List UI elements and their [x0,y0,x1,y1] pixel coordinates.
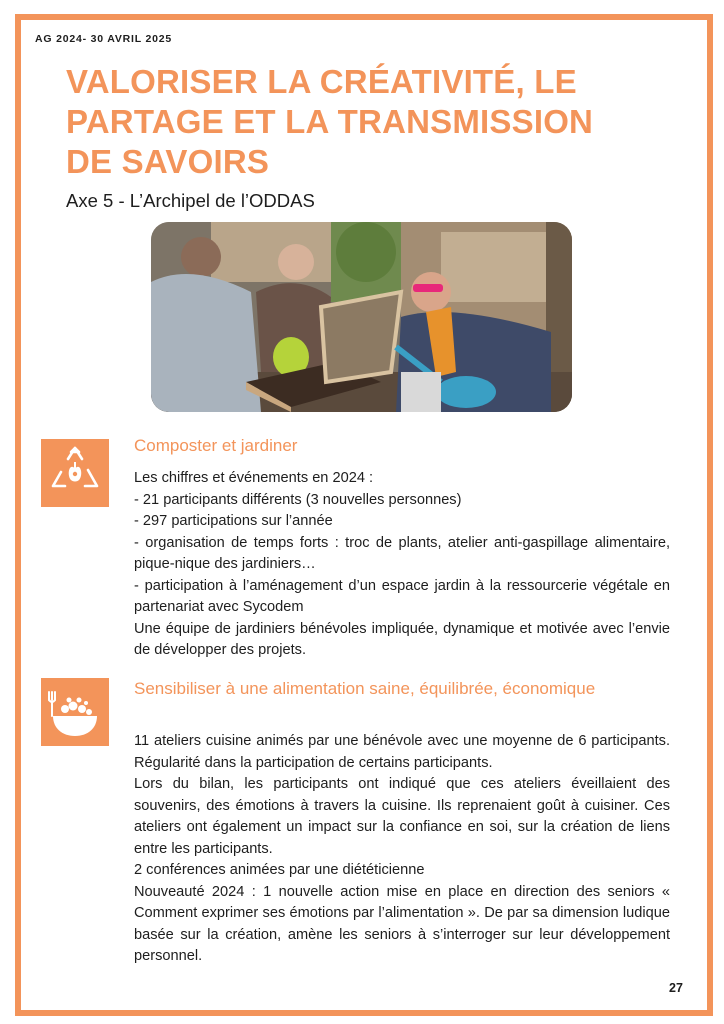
garden-photo [151,222,572,412]
recycle-compost-icon [41,439,109,507]
title-line-2: PARTAGE ET LA TRANSMISSION [66,103,594,140]
alimentation-line: Lors du bilan, les participants ont indiqué que ces ateliers éveillaient des souvenirs, des émotions à travers la cuisine. Ils reprenaient goût à cuisiner. Ces ateliers ont également un impact sur la confiance en soi, sur la création de liens entre les participants. [134,776,670,857]
composter-line: - organisation de temps forts : troc de plants, atelier anti-gaspillage alimentaire, pique-nique des jardiniers… [134,534,670,572]
page-number: 27 [669,981,683,995]
section-composter-body [134,468,670,662]
composter-line: - participation à l’aménagement d’un espace jardin à la ressourcerie végétale en partenariat avec Sycodem [134,577,670,615]
alimentation-line: 2 conférences animées par une diététicienne [134,862,425,878]
title-line-3: DE SAVOIRS [66,143,270,180]
food-bowl-icon [41,678,109,746]
section-alimentation-body [134,731,670,968]
alimentation-line: Nouveauté 2024 : 1 nouvelle action mise en place en direction des seniors « Comment exprimer ses émotions par l’alimentation ». De par sa dimension ludique basée sur la création, amène les seniors à s’interroger sur leur développement personnel. [134,883,670,964]
page-subtitle: Axe 5 - L’Archipel de l’ODDAS [66,190,315,211]
section-composter-title: Composter et jardiner [134,436,298,455]
composter-line: - 297 participations sur l’année [134,513,333,529]
page-title [66,62,666,182]
header-tag: AG 2024- 30 AVRIL 2025 [35,33,173,45]
alimentation-line: 11 ateliers cuisine animés par une bénévole avec une moyenne de 6 participants. Régularité dans la participation de certains participants. [134,733,670,771]
composter-line: - 21 participants différents (3 nouvelles personnes) [134,491,462,508]
section-alimentation-title: Sensibiliser à une alimentation saine, équilibrée, économique [134,679,596,698]
title-line-1: VALORISER LA CRÉATIVITÉ, LE [66,63,577,100]
composter-line: Une équipe de jardiniers bénévoles impliquée, dynamique et motivée avec l’envie de développer des projets. [134,620,670,658]
composter-line: Les chiffres et événements en 2024 : [134,470,374,486]
